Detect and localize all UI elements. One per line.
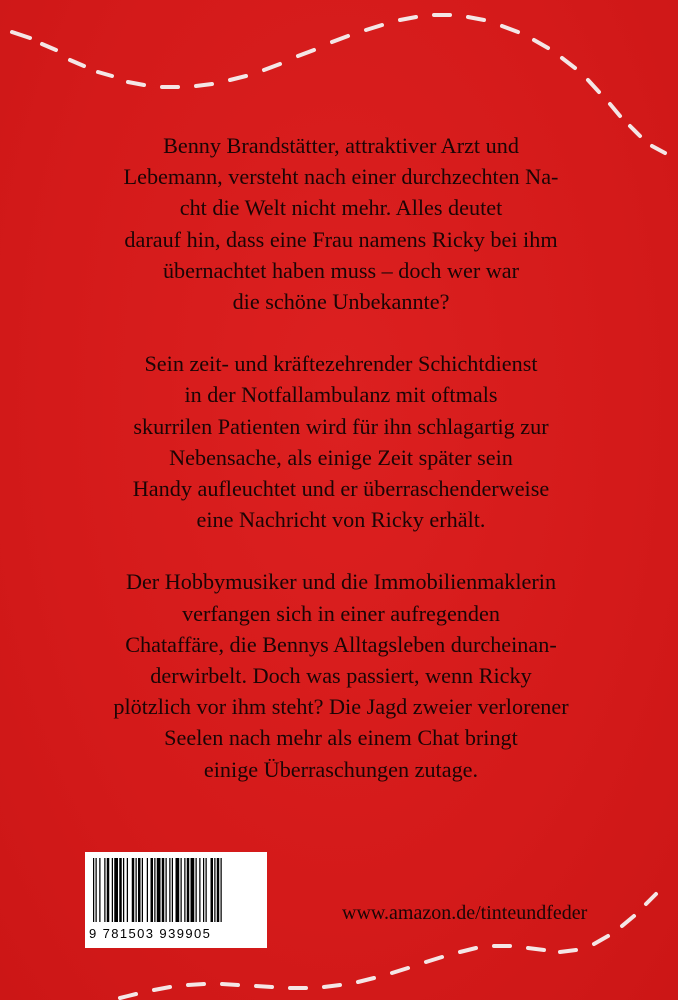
barcode-bar (169, 858, 170, 922)
barcode-bar (221, 858, 222, 922)
blurb-text (80, 130, 602, 816)
blurb-line: skurrilen Patienten wird für ihn schlagartig zur (133, 413, 549, 439)
barcode-bar (127, 858, 128, 922)
barcode-bar (138, 858, 141, 922)
blurb-line: derwirbelt. Doch was passiert, wenn Ricky (150, 663, 532, 689)
barcode-bar (136, 858, 137, 922)
barcode-bar (112, 858, 113, 922)
isbn-number: 9 781503 939905 (89, 926, 212, 941)
barcode-bar (184, 858, 185, 922)
blurb-line: Lebemann, versteht nach einer durchzechten Na- (123, 164, 559, 190)
publisher-url: www.amazon.de/tinteundfeder (342, 902, 588, 924)
barcode-bar (107, 858, 110, 922)
barcode-bar (93, 858, 94, 922)
blurb-line: Sein zeit- und kräftezehrender Schichtdienst (144, 351, 538, 377)
blurb-line: einige Überraschungen zutage. (203, 756, 479, 782)
blurb-paragraph-3 (80, 566, 602, 784)
blurb-line: Chataffäre, die Bennys Alltagsleben durcheinan- (125, 631, 557, 657)
barcode-bar (162, 858, 165, 922)
blurb-line: Der Hobbymusiker und die Immobilienmaklerin (125, 569, 557, 595)
blurb-paragraph-2 (80, 348, 602, 535)
barcode-bar (211, 858, 214, 922)
blurb-line: die schöne Unbekannte? (232, 289, 450, 315)
blurb-line: übernachtet haben muss – doch wer war (162, 257, 520, 283)
blurb-line: Seelen nach mehr als einem Chat bringt (164, 725, 518, 751)
blurb-line: eine Nachricht von Ricky erhält. (196, 507, 486, 533)
blurb-line: darauf hin, dass eine Frau namens Ricky bei ihm (124, 226, 558, 252)
barcode-bar (157, 858, 161, 922)
barcode-bar (166, 858, 167, 922)
barcode-bar (119, 858, 122, 922)
blurb-line: Benny Brandstätter, attraktiver Arzt und (163, 133, 519, 158)
barcode-bar (181, 858, 182, 922)
barcode-bar (217, 858, 220, 922)
barcode-bar (191, 858, 195, 922)
blurb-line: verfangen sich in einer aufregenden (182, 600, 500, 626)
barcode-bar (203, 858, 204, 922)
barcode-bar (114, 858, 118, 922)
barcode-bar (147, 858, 148, 922)
blurb-line: Nebensache, als einige Zeit später sein (169, 444, 513, 470)
barcode-bar (123, 858, 124, 922)
barcode-bar (154, 858, 155, 922)
barcode-bar (104, 858, 105, 922)
barcode-bar (176, 858, 180, 922)
barcode-bar (132, 858, 135, 922)
blurb-line: in der Notfallambulanz mit oftmals (184, 382, 498, 408)
blurb-line: Handy aufleuchtet und er überraschenderweise (132, 476, 550, 502)
barcode-bar (187, 858, 190, 922)
barcode-bar (151, 858, 154, 922)
barcode-bar (172, 858, 173, 922)
isbn-barcode (85, 852, 267, 948)
blurb-paragraph-1 (80, 130, 602, 317)
blurb-line: plötzlich vor ihm steht? Die Jagd zweier verlorener (113, 694, 569, 720)
barcode-bar (196, 858, 197, 922)
blurb-line: cht die Welt nicht mehr. Alles deutet (179, 195, 503, 221)
barcode-bar (96, 858, 97, 922)
barcode-bar (142, 858, 143, 922)
barcode-bar (206, 858, 207, 922)
barcode-bar (214, 858, 215, 922)
barcode-bar (99, 858, 100, 922)
barcode-bar (199, 858, 200, 922)
